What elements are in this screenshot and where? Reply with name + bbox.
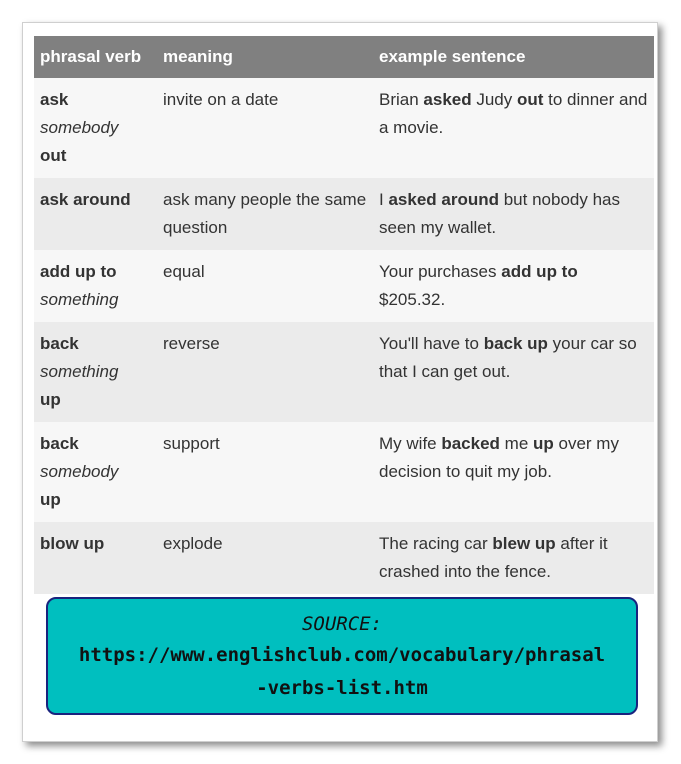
- bold-text: out: [516, 90, 544, 109]
- example-cell: [373, 178, 654, 250]
- meaning-cell: ask many people the same question: [157, 178, 373, 250]
- meaning-cell: equal: [157, 250, 373, 322]
- italic-text: something: [40, 362, 119, 381]
- text-segment: Judy: [471, 90, 517, 109]
- bold-text: asked around: [388, 190, 499, 209]
- text-segment: after it crashed into the fence.: [379, 534, 608, 581]
- example-cell: [373, 322, 654, 422]
- header-meaning: meaning: [157, 36, 373, 78]
- table-row: [34, 322, 654, 422]
- bold-text: add up to: [501, 262, 578, 281]
- table-row: [34, 522, 654, 594]
- text-segment: me: [499, 434, 533, 453]
- verb-cell: [34, 78, 157, 178]
- text-segment: to dinner and a movie.: [379, 90, 648, 137]
- text-segment: over my decision to quit my job.: [379, 434, 619, 481]
- text-segment: The racing car: [379, 534, 493, 553]
- bold-text: blew up: [492, 534, 556, 553]
- bold-text: back: [40, 434, 79, 453]
- phrasal-verbs-table: [34, 36, 654, 594]
- bold-text: up: [40, 390, 61, 409]
- text-segment: Your purchases: [379, 262, 502, 281]
- verb-cell: [34, 250, 157, 322]
- table-header-row: [34, 36, 654, 78]
- text-segment: Brian: [379, 90, 424, 109]
- bold-text: ask around: [40, 190, 131, 209]
- bold-text: asked: [423, 90, 472, 109]
- verb-cell: [34, 322, 157, 422]
- table-row: [34, 422, 654, 522]
- example-cell: [373, 522, 654, 594]
- bold-text: add up to: [40, 262, 117, 281]
- text-segment: My wife: [379, 434, 442, 453]
- text-segment: but nobody has seen my wallet.: [379, 190, 620, 237]
- italic-text: somebody: [40, 118, 119, 137]
- example-cell: [373, 78, 654, 178]
- table-row: [34, 78, 654, 178]
- source-title: SOURCE:: [301, 613, 383, 635]
- text-segment: I: [379, 190, 389, 209]
- italic-text: something: [40, 290, 119, 309]
- meaning-cell: explode: [157, 522, 373, 594]
- bold-text: up: [533, 434, 554, 453]
- bold-text: blow up: [40, 534, 105, 553]
- text-segment: $205.32.: [379, 290, 446, 309]
- verb-cell: [34, 522, 157, 594]
- verb-cell: [34, 178, 157, 250]
- table-row: [34, 178, 654, 250]
- bold-text: ask: [40, 90, 69, 109]
- content-frame: [22, 22, 658, 742]
- header-phrasal-verb: phrasal verb: [34, 36, 157, 78]
- bold-text: backed: [441, 434, 500, 453]
- text-segment: You'll have to: [379, 334, 484, 353]
- source-box: [46, 597, 638, 715]
- header-example-sentence: example sentence: [373, 36, 654, 78]
- table-row: [34, 250, 654, 322]
- example-cell: [373, 250, 654, 322]
- italic-text: somebody: [40, 462, 119, 481]
- meaning-cell: support: [157, 422, 373, 522]
- source-url-link[interactable]: https://www.englishclub.com/vocabulary/phrasal-verbs-list.htm: [78, 644, 606, 699]
- bold-text: out: [40, 146, 67, 165]
- meaning-cell: reverse: [157, 322, 373, 422]
- example-cell: [373, 422, 654, 522]
- meaning-cell: invite on a date: [157, 78, 373, 178]
- bold-text: up: [40, 490, 61, 509]
- text-segment: your car so that I can get out.: [379, 334, 637, 381]
- bold-text: back: [40, 334, 79, 353]
- verb-cell: [34, 422, 157, 522]
- bold-text: back up: [483, 334, 548, 353]
